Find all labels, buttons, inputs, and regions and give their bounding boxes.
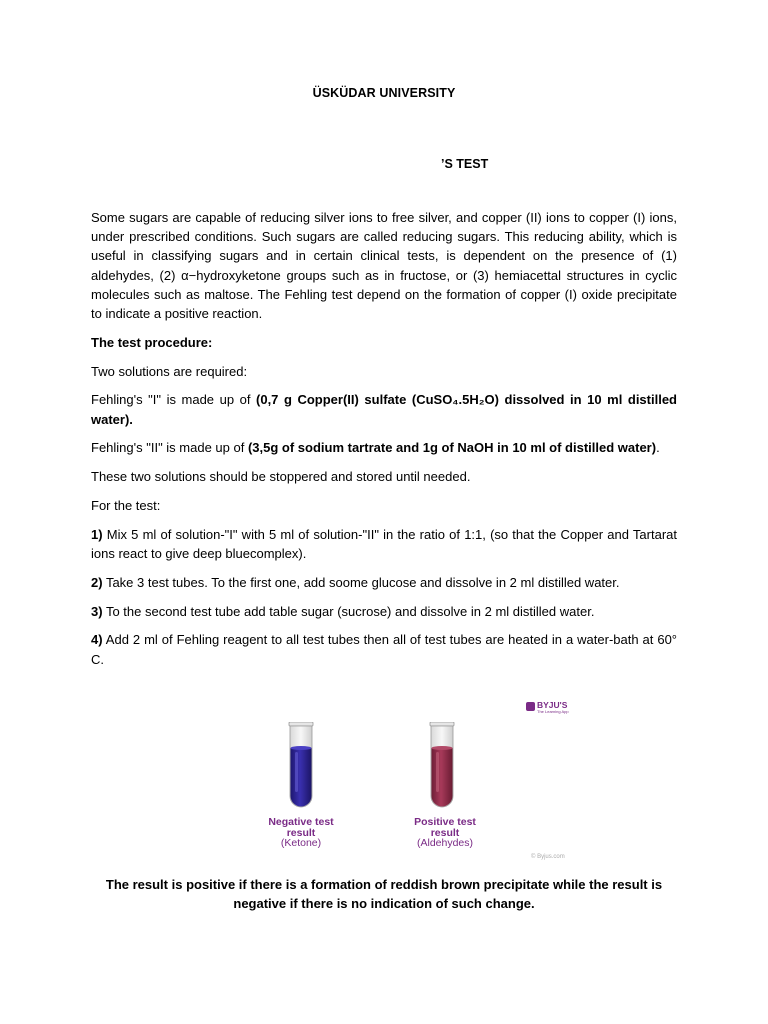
- intro-paragraph: Some sugars are capable of reducing silver ions to free silver, and copper (II) ions to copper (I) ions, under prescribed conditions. Such sugars are called reducing sugars. This reducing ability, which is useful in classifying sugars and in certain clinical tests, is dependent on the presence of (1) aldehydes, (2) α−hydroxyketone groups such as in fructose, or (3) hemiacettal structures in cyclic molecules such as maltose. The Fehling test depend on the formation of copper (I) oxide precipitate to indicate a positive reaction.: [91, 210, 677, 322]
- procedure-heading: The test procedure:: [91, 334, 213, 350]
- negative-tube-icon: [286, 722, 316, 810]
- step-3: 3) To the second test tube add table sugar (sucrose) and dissolve in 2 ml distilled water.: [91, 603, 595, 619]
- test-title: ’S TEST: [441, 157, 489, 171]
- fehling-2-paragraph: Fehling's "II" is made up of (3,5g of sodium tartrate and 1g of NaOH in 10 ml of distilled water).: [91, 440, 660, 456]
- negative-result-label: Negative test result (Ketone): [268, 816, 334, 849]
- byjus-logo: BYJU'S The Learning App: [526, 700, 572, 714]
- for-test-paragraph: For the test:: [91, 498, 161, 513]
- fehling-1-paragraph: Fehling's "I" is made up of (0,7 g Copper(II) sulfate (CuSO₄.5H₂O) dissolved in 10 ml distilled water).: [91, 392, 678, 427]
- university-heading: ÜSKÜDAR UNIVERSITY: [312, 86, 456, 100]
- solutions-required: Two solutions are required:: [91, 363, 248, 379]
- step-1: 1) Mix 5 ml of solution-"I" with 5 ml of solution-"II" in the ratio of 1:1, (so that the Copper and Tartarat ions react to give deep bluecomplex).: [91, 526, 677, 561]
- image-credit: © Byjus.com: [531, 854, 565, 860]
- conclusion-paragraph: The result is positive if there is a formation of reddish brown precipitate while the result is negative if there is no indication of such change.: [105, 877, 663, 912]
- byjus-logo-icon: [526, 702, 535, 711]
- document-page: [91, 0, 677, 1024]
- step-2: 2) Take 3 test tubes. To the first one, add soome glucose and dissolve in 2 ml distilled water.: [91, 574, 620, 590]
- document-body: [91, 208, 677, 678]
- storage-paragraph: These two solutions should be stoppered and stored until needed.: [91, 469, 471, 485]
- positive-tube-icon: [427, 722, 457, 810]
- positive-result-label: Positive test result (Aldehydes): [414, 816, 476, 849]
- step-4: 4) Add 2 ml of Fehling reagent to all test tubes then all of test tubes are heated in a water-bath at 60° C.: [91, 632, 677, 667]
